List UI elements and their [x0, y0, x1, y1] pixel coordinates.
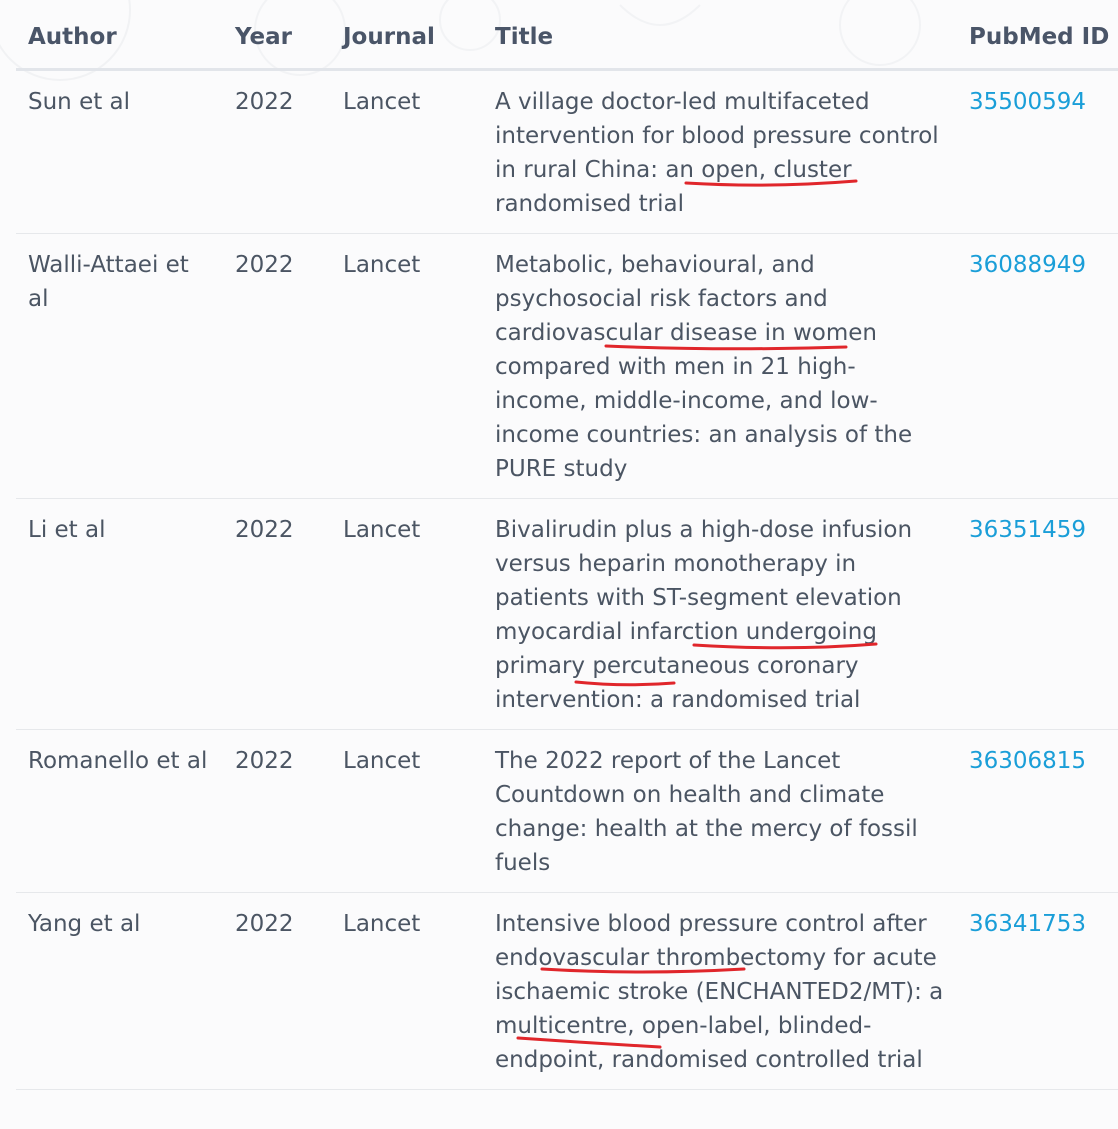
cell-year: 2022	[223, 70, 331, 234]
cell-pubmed-id	[957, 893, 1118, 1090]
column-header-journal[interactable]: Journal	[331, 20, 483, 70]
cell-journal: Lancet	[331, 499, 483, 730]
cell-author: Li et al	[16, 499, 223, 730]
cell-year: 2022	[223, 234, 331, 499]
column-header-year[interactable]: Year	[223, 20, 331, 70]
column-header-author[interactable]: Author	[16, 20, 223, 70]
table-row	[16, 70, 1118, 234]
cell-pubmed-id	[957, 730, 1118, 893]
cell-pubmed-id	[957, 499, 1118, 730]
cell-journal: Lancet	[331, 730, 483, 893]
cell-title: The 2022 report of the Lancet Countdown on health and climate change: health at the mercy of fossil fuels	[483, 730, 957, 893]
table-row	[16, 893, 1118, 1090]
cell-author: Sun et al	[16, 70, 223, 234]
cell-title: Metabolic, behavioural, and psychosocial risk factors and cardiovascular disease in women compared with men in 21 high-income, middle-income, and low-income countries: an analysis of the PURE study	[483, 234, 957, 499]
cell-author: Romanello et al	[16, 730, 223, 893]
table-row	[16, 730, 1118, 893]
cell-year: 2022	[223, 730, 331, 893]
pubmed-link[interactable]: 36088949	[969, 252, 1087, 278]
table-row	[16, 234, 1118, 499]
pubmed-link[interactable]: 35500594	[969, 89, 1087, 115]
pubmed-link[interactable]: 36341753	[969, 911, 1087, 937]
cell-year: 2022	[223, 893, 331, 1090]
pubmed-link[interactable]: 36351459	[969, 517, 1087, 543]
column-header-title[interactable]: Title	[483, 20, 957, 70]
cell-pubmed-id	[957, 234, 1118, 499]
table-row	[16, 499, 1118, 730]
cell-journal: Lancet	[331, 893, 483, 1090]
column-header-pubmed-id[interactable]: PubMed ID	[957, 20, 1118, 70]
cell-title: A village doctor-led multifaceted intervention for blood pressure control in rural China: an open, cluster randomised trial	[483, 70, 957, 234]
cell-year: 2022	[223, 499, 331, 730]
pubmed-link[interactable]: 36306815	[969, 748, 1087, 774]
cell-author: Yang et al	[16, 893, 223, 1090]
table-header-row	[16, 20, 1118, 70]
publications-table	[16, 20, 1118, 1090]
cell-pubmed-id	[957, 70, 1118, 234]
cell-journal: Lancet	[331, 70, 483, 234]
cell-author: Walli-Attaei et al	[16, 234, 223, 499]
cell-title: Bivalirudin plus a high-dose infusion versus heparin monotherapy in patients with ST-segment elevation myocardial infarction undergoing primary percutaneous coronary intervention: a randomised trial	[483, 499, 957, 730]
cell-journal: Lancet	[331, 234, 483, 499]
cell-title: Intensive blood pressure control after endovascular thrombectomy for acute ischaemic stroke (ENCHANTED2/MT): a multicentre, open-label, blinded-endpoint, randomised controlled trial	[483, 893, 957, 1090]
